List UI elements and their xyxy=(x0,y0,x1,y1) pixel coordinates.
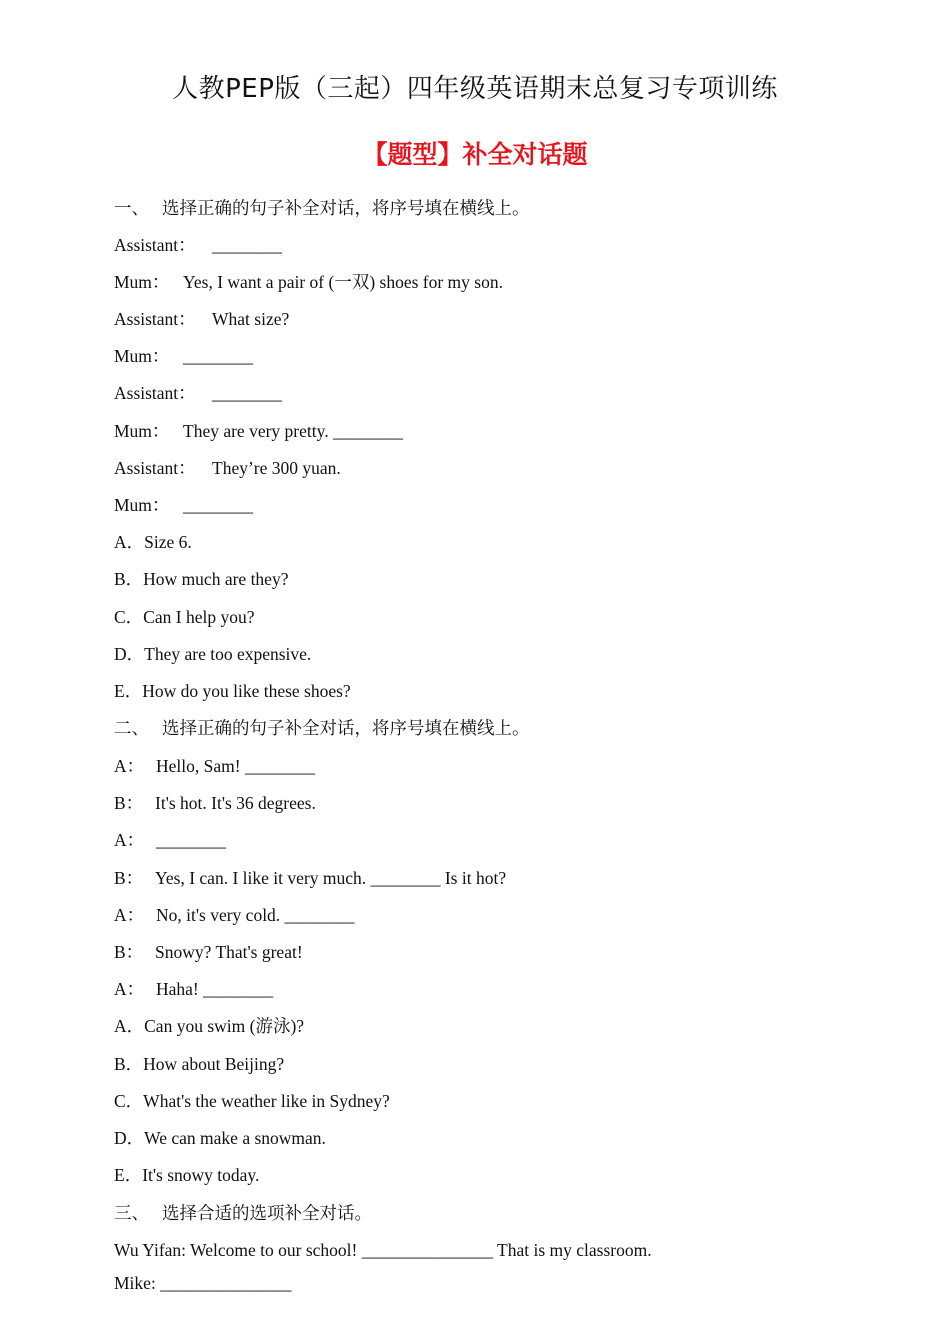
speaker: B： xyxy=(114,793,144,813)
option-item: C．What's the weather like in Sydney? xyxy=(114,1091,390,1111)
dialogue-line xyxy=(114,1239,652,1261)
utterance: Yes, I can. I like it very much. ________ Is it hot? xyxy=(155,868,507,888)
speaker: Wu Yifan: xyxy=(114,1240,187,1260)
dialogue-line xyxy=(114,420,403,442)
dialogue-line xyxy=(114,382,282,404)
utterance: Welcome to our school! _______________ That is my classroom. xyxy=(190,1240,652,1260)
section-heading: 一、 选择正确的句子补全对话，将序号填在横线上。 xyxy=(114,198,530,218)
utterance: Yes, I want a pair of (一双) shoes for my son. xyxy=(183,272,503,292)
speaker: Mum： xyxy=(114,346,170,366)
dialogue-line xyxy=(114,1272,291,1294)
dialogue-line xyxy=(114,271,503,293)
dialogue-line xyxy=(114,867,506,889)
speaker: Assistant： xyxy=(114,235,196,255)
dialogue-line xyxy=(114,234,282,256)
speaker: Assistant： xyxy=(114,458,196,478)
utterance: ________ xyxy=(212,383,282,403)
dialogue-line xyxy=(114,308,289,330)
speaker: B： xyxy=(114,942,144,962)
option-item: A．Can you swim (游泳)? xyxy=(114,1016,305,1036)
dialogue-line xyxy=(114,829,226,851)
dialogue-line xyxy=(114,904,355,926)
option-item: E．How do you like these shoes? xyxy=(114,681,351,701)
utterance: _______________ xyxy=(160,1273,292,1293)
utterance: They’re 300 yuan. xyxy=(212,458,341,478)
speaker: A： xyxy=(114,756,145,776)
dialogue-line xyxy=(114,978,273,1000)
speaker: B： xyxy=(114,868,144,888)
option-item: B．How about Beijing? xyxy=(114,1054,285,1074)
speaker: A： xyxy=(114,830,145,850)
option-item: E．It's snowy today. xyxy=(114,1165,260,1185)
speaker: Assistant： xyxy=(114,383,196,403)
option-item: A．Size 6. xyxy=(114,532,192,552)
speaker: Assistant： xyxy=(114,309,196,329)
option-item: C．Can I help you? xyxy=(114,607,255,627)
option-item: B．How much are they? xyxy=(114,569,289,589)
dialogue-line xyxy=(114,941,303,963)
utterance: It's hot. It's 36 degrees. xyxy=(155,793,316,813)
speaker: Mum： xyxy=(114,421,170,441)
speaker: A： xyxy=(114,979,145,999)
utterance: What size? xyxy=(212,309,290,329)
utterance: Snowy? That's great! xyxy=(155,942,303,962)
dialogue-line xyxy=(114,792,316,814)
utterance: No, it's very cold. ________ xyxy=(156,905,355,925)
section-heading: 三、 选择合适的选项补全对话。 xyxy=(114,1203,372,1223)
dialogue-line xyxy=(114,494,253,516)
speaker: Mike: xyxy=(114,1273,156,1293)
utterance: ________ xyxy=(156,830,226,850)
dialogue-line xyxy=(114,755,315,777)
speaker: Mum： xyxy=(114,495,170,515)
utterance: ________ xyxy=(212,235,282,255)
dialogue-line xyxy=(114,345,253,367)
option-item: D．They are too expensive. xyxy=(114,644,312,664)
utterance: Haha! ________ xyxy=(156,979,274,999)
speaker: A： xyxy=(114,905,145,925)
dialogue-line xyxy=(114,457,341,479)
utterance: Hello, Sam! ________ xyxy=(156,756,315,776)
utterance: ________ xyxy=(183,495,253,515)
section-heading: 二、 选择正确的句子补全对话，将序号填在横线上。 xyxy=(114,718,530,738)
utterance: They are very pretty. ________ xyxy=(183,421,403,441)
page-subtitle: 【题型】补全对话题 xyxy=(362,140,588,169)
page-title: 人教PEP版（三起）四年级英语期末总复习专项训练 xyxy=(172,74,778,104)
option-item: D．We can make a snowman. xyxy=(114,1128,326,1148)
speaker: Mum： xyxy=(114,272,170,292)
utterance: ________ xyxy=(183,346,253,366)
